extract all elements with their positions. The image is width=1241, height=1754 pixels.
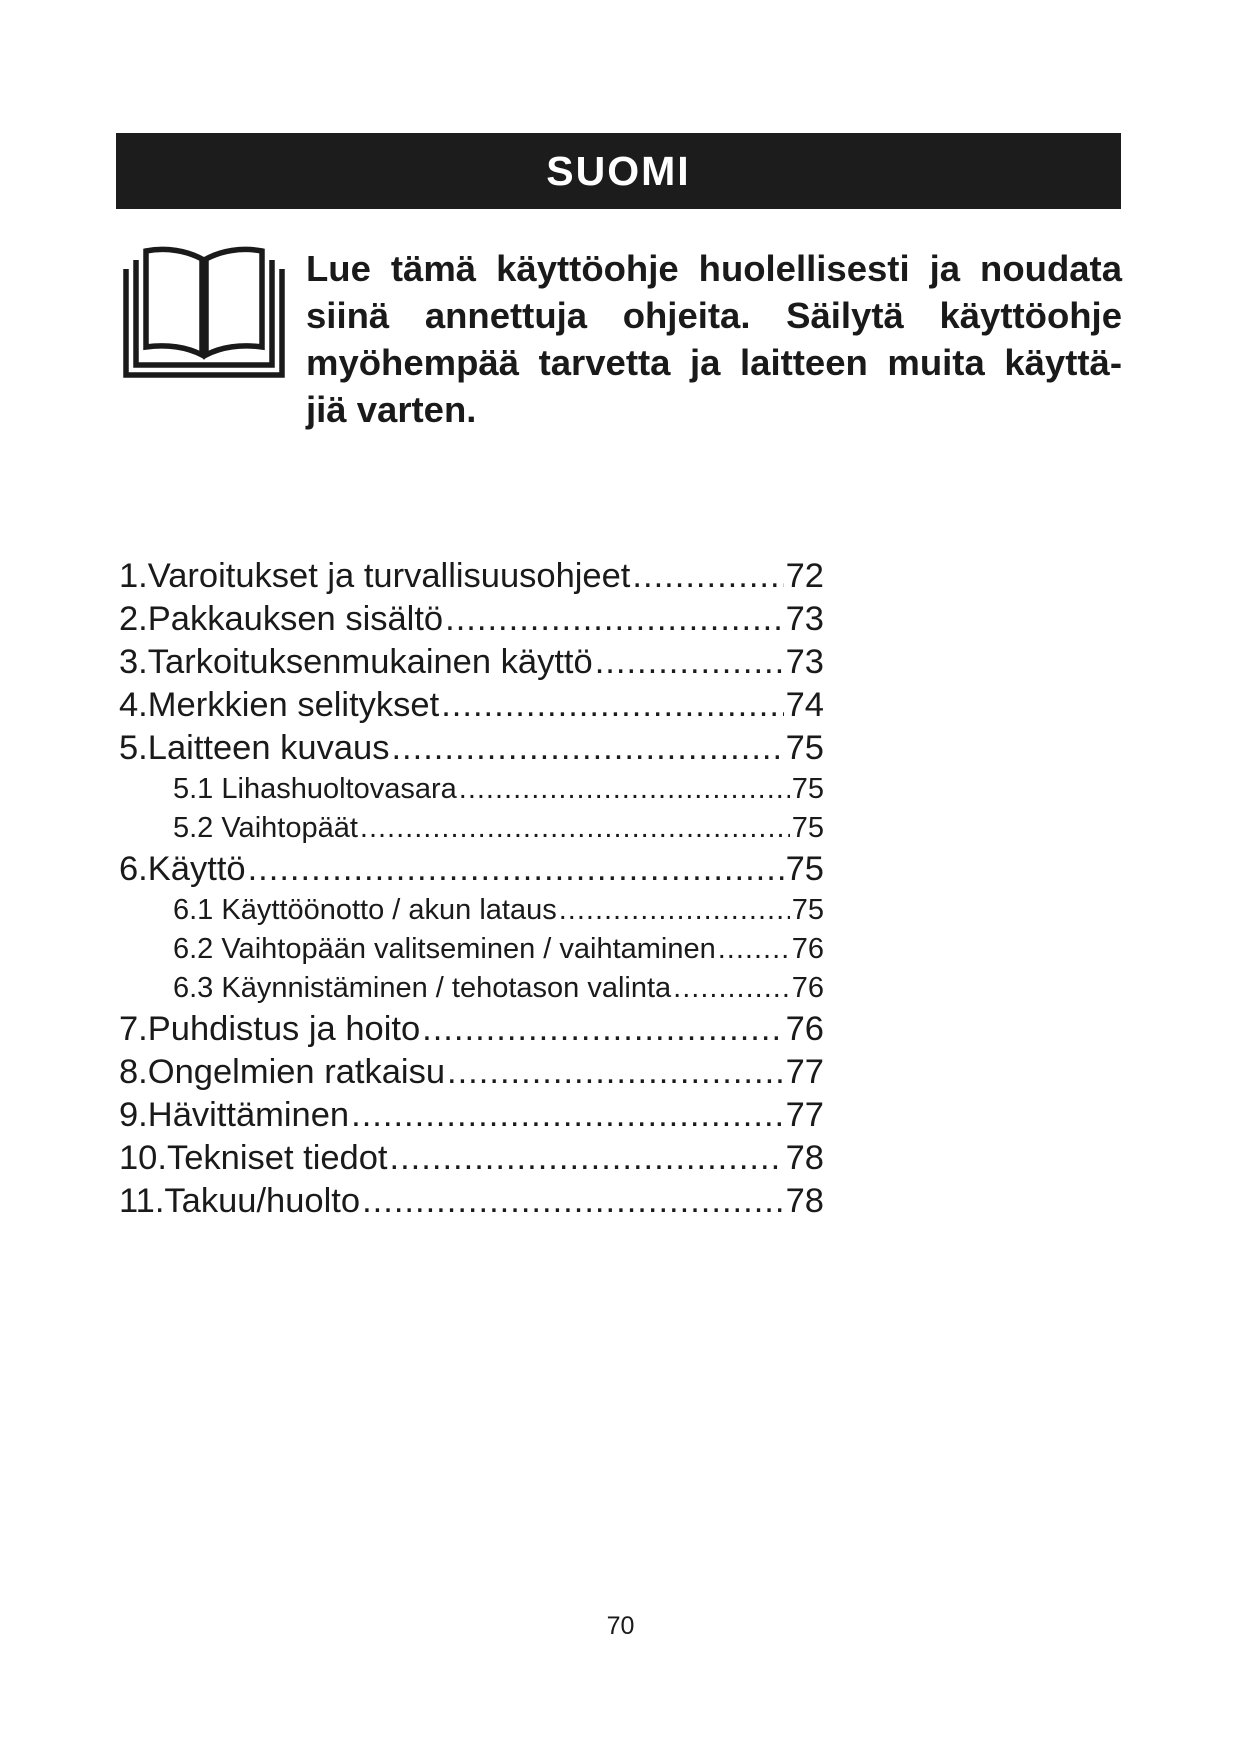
toc-entry-7[interactable]: [119, 1008, 824, 1051]
toc-title: Takuu/huolto: [164, 1182, 361, 1220]
intro-line-4: jiä varten.: [306, 389, 477, 430]
toc-page: 73: [785, 600, 824, 638]
toc-leader: [445, 598, 784, 641]
toc-leader: [459, 770, 790, 809]
toc-leader: [362, 1180, 784, 1223]
toc-leader: [441, 684, 783, 727]
toc-page: 77: [785, 1096, 824, 1134]
language-title: SUOMI: [546, 147, 691, 194]
toc-leader: [248, 848, 784, 891]
toc-number: 1.: [119, 557, 148, 595]
toc-leader: [390, 1137, 784, 1180]
toc-number: 8.: [119, 1053, 148, 1091]
toc-page: 75: [791, 812, 824, 844]
toc-leader: [447, 1051, 784, 1094]
toc-title: Merkkien selitykset: [147, 686, 440, 724]
toc-page: 73: [785, 643, 824, 681]
intro-line-3: myöhempää tarvetta ja laitteen muita käyttä-: [306, 342, 1122, 383]
toc-title: Käyttö: [147, 850, 246, 888]
toc-leader: [422, 1008, 783, 1051]
toc-title: 5.2 Vaihtopäät: [173, 812, 358, 844]
toc-entry-9[interactable]: [119, 1094, 824, 1137]
toc-number: 10.: [119, 1139, 167, 1177]
toc-title: 6.2 Vaihtopään valitseminen / vaihtaminen: [173, 933, 716, 965]
table-of-contents: [119, 555, 824, 1223]
toc-page: 75: [791, 894, 824, 926]
toc-subentry-6-1[interactable]: [119, 891, 824, 930]
toc-title: Laitteen kuvaus: [147, 729, 390, 767]
toc-number: 6.: [119, 850, 148, 888]
toc-entry-8[interactable]: [119, 1051, 824, 1094]
intro-line-2: siinä annettuja ohjeita. Säilytä käyttöohje: [306, 295, 1122, 336]
toc-entry-6[interactable]: [119, 848, 824, 891]
toc-leader: [632, 555, 783, 598]
open-book-icon: [122, 243, 286, 381]
toc-title: Hävittäminen: [147, 1096, 350, 1134]
toc-subentry-5-1[interactable]: [119, 770, 824, 809]
toc-number: 7.: [119, 1010, 148, 1048]
toc-leader: [391, 727, 783, 770]
toc-leader: [718, 930, 790, 969]
toc-title: Varoitukset ja turvallisuusohjeet: [147, 557, 631, 595]
toc-entry-11[interactable]: [119, 1180, 824, 1223]
toc-entry-1[interactable]: [119, 555, 824, 598]
toc-leader: [360, 809, 790, 848]
toc-page: 75: [785, 729, 824, 767]
toc-leader: [673, 969, 790, 1008]
toc-number: 3.: [119, 643, 148, 681]
page-number: 70: [606, 1612, 635, 1640]
toc-page: 76: [791, 933, 824, 965]
toc-number: 5.: [119, 729, 148, 767]
toc-leader: [595, 641, 784, 684]
toc-title: Tarkoituksenmukainen käyttö: [147, 643, 593, 681]
toc-subentry-6-3[interactable]: [119, 969, 824, 1008]
toc-title: 6.3 Käynnistäminen / tehotason valinta: [173, 972, 672, 1004]
toc-leader: [559, 891, 790, 930]
toc-entry-3[interactable]: [119, 641, 824, 684]
toc-title: Ongelmien ratkaisu: [147, 1053, 446, 1091]
toc-page: 75: [785, 850, 824, 888]
toc-number: 9.: [119, 1096, 148, 1134]
toc-number: 4.: [119, 686, 148, 724]
toc-entry-5[interactable]: [119, 727, 824, 770]
toc-page: 76: [785, 1010, 824, 1048]
toc-entry-4[interactable]: [119, 684, 824, 727]
toc-page: 72: [785, 557, 824, 595]
toc-title: Tekniset tiedot: [166, 1139, 388, 1177]
toc-page: 78: [785, 1182, 824, 1220]
toc-page: 75: [791, 773, 824, 805]
toc-page: 77: [785, 1053, 824, 1091]
toc-subentry-6-2[interactable]: [119, 930, 824, 969]
toc-title: 5.1 Lihashuoltovasara: [173, 773, 457, 805]
toc-entry-10[interactable]: [119, 1137, 824, 1180]
toc-title: Puhdistus ja hoito: [147, 1010, 421, 1048]
toc-leader: [351, 1094, 784, 1137]
toc-title: 6.1 Käyttöönotto / akun lataus: [173, 894, 557, 926]
toc-number: 11.: [119, 1182, 165, 1220]
language-banner: [116, 133, 1121, 209]
toc-page: 78: [785, 1139, 824, 1177]
toc-entry-2[interactable]: [119, 598, 824, 641]
toc-page: 74: [785, 686, 824, 724]
toc-title: Pakkauksen sisältö: [147, 600, 444, 638]
toc-number: 2.: [119, 600, 148, 638]
toc-subentry-5-2[interactable]: [119, 809, 824, 848]
intro-line-1: Lue tämä käyttöohje huolellisesti ja noudata: [306, 248, 1122, 289]
intro-text: [306, 245, 1122, 433]
toc-page: 76: [791, 972, 824, 1004]
